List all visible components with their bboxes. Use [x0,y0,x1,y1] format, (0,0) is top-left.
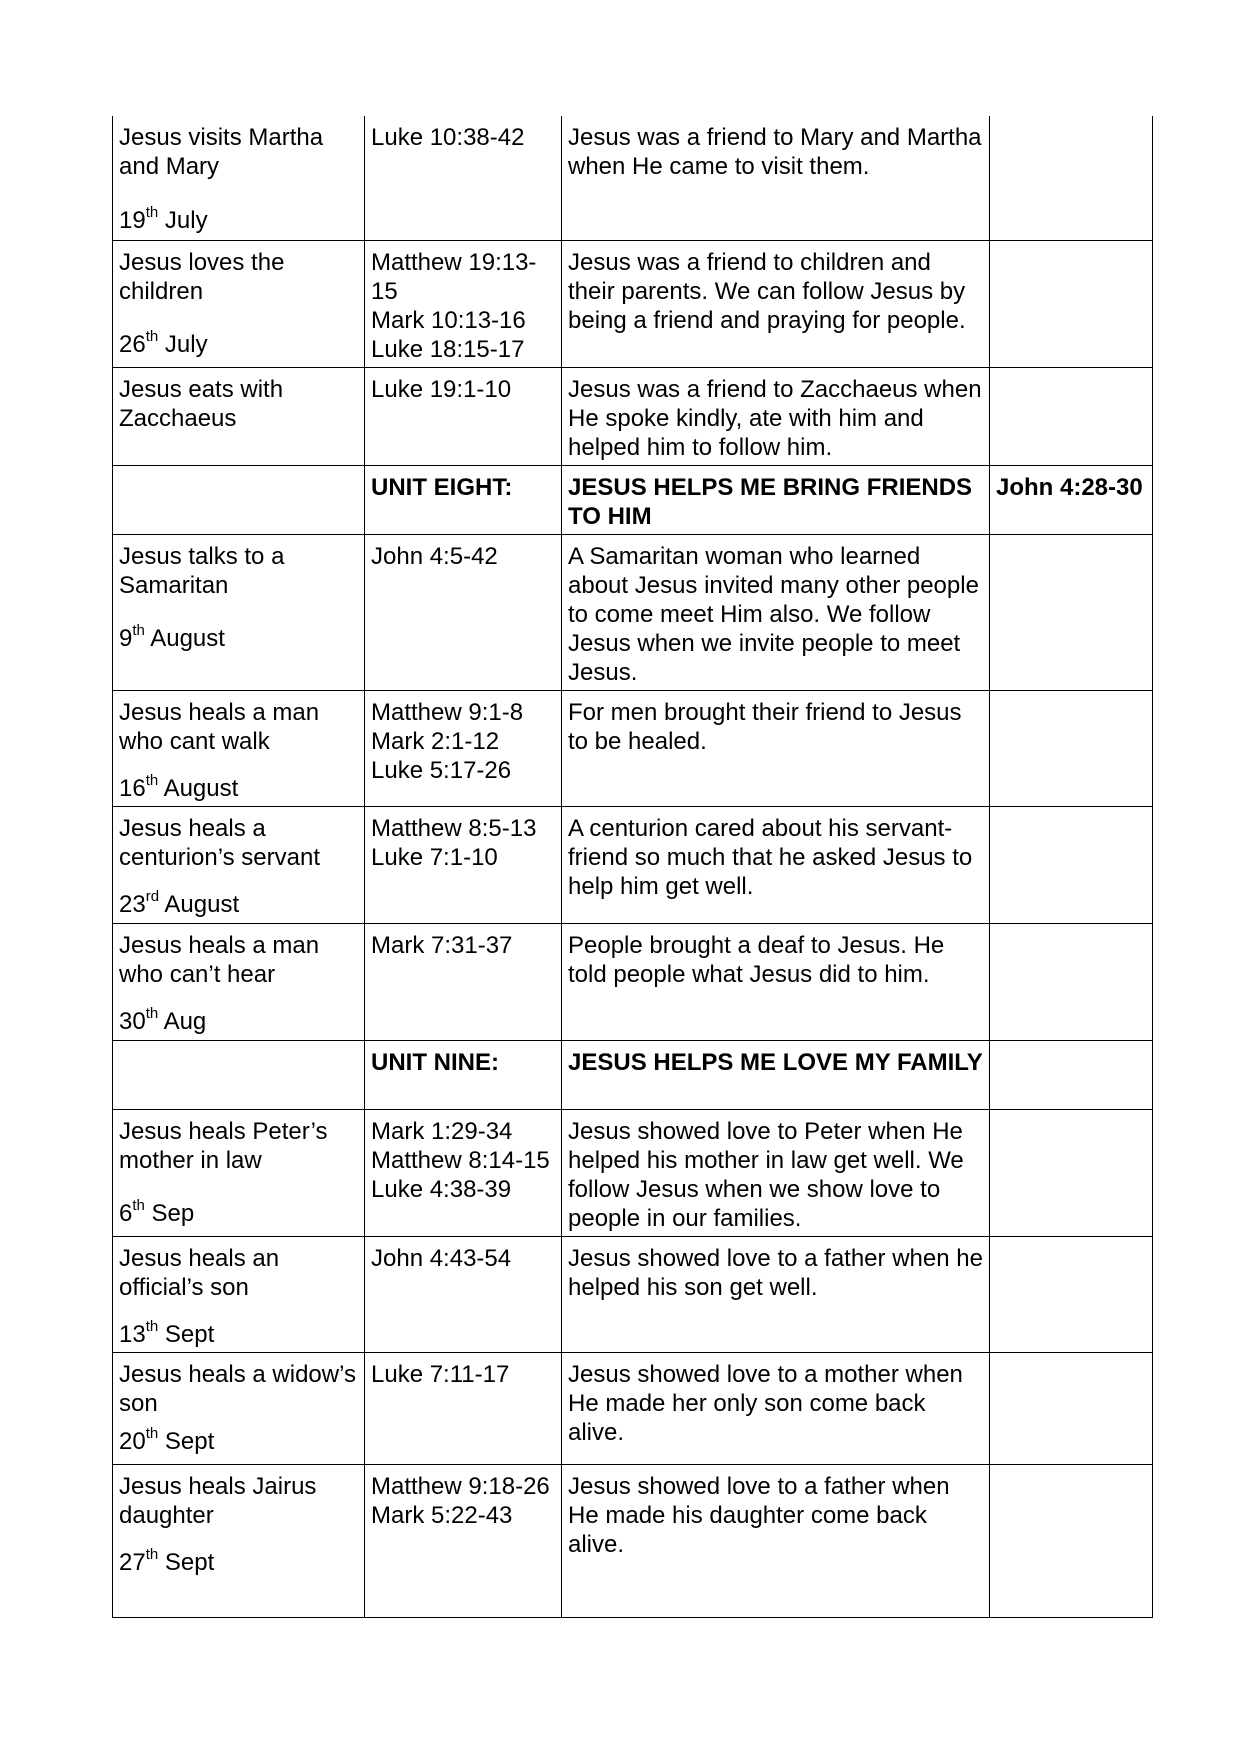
extra-cell [990,1236,1153,1352]
lesson-title: Jesus eats with Zacchaeus [119,375,284,432]
scripture-ref: Luke 5:17-26 [371,756,512,784]
table-row [113,1236,1153,1352]
lesson-cell [113,116,365,240]
unit-memory-verse: John 4:28-30 [990,465,1153,534]
unit-theme: JESUS HELPS ME LOVE MY FAMILY [562,1040,990,1109]
extra-cell [990,534,1153,690]
unit-theme: JESUS HELPS ME BRING FRIENDS TO HIM [562,465,990,534]
table-row [113,116,1153,240]
scripture-cell [365,1352,562,1464]
extra-cell [990,1109,1153,1236]
table-row [113,534,1153,690]
lesson-cell [113,1236,365,1352]
summary-cell: For men brought their friend to Jesus to be healed. [562,690,990,806]
table-row [113,923,1153,1040]
unit-memory-verse [990,1040,1153,1109]
extra-cell [990,367,1153,465]
scripture-ref: Mark 10:13-16 [371,306,526,334]
lesson-title: Jesus heals an official’s son [119,1244,280,1301]
lesson-title: Jesus heals Jairus daughter [119,1472,317,1529]
scripture-ref: Luke 10:38-42 [371,124,525,151]
scripture-ref: John 4:5-42 [371,542,498,570]
lesson-date: 9th August [119,621,225,652]
lesson-title: Jesus heals a widow’s son [119,1360,357,1417]
summary-cell: Jesus was a friend to children and their parents. We can follow Jesus by being a friend and praying for people. [562,240,990,367]
lesson-cell [113,1109,365,1236]
scripture-ref: Luke 7:11-17 [371,1360,510,1388]
table-row [113,690,1153,806]
lesson-date: 30th Aug [119,1004,207,1035]
lesson-cell [113,690,365,806]
table-row [113,367,1153,465]
scripture-ref: Mark 7:31-37 [371,931,513,959]
table-row [113,1109,1153,1236]
summary-cell: A Samaritan woman who learned about Jesus invited many other people to come meet Him also. We follow Jesus when we invite people to meet Jesus. [562,534,990,690]
lesson-title: Jesus talks to a Samaritan [119,542,285,599]
summary-cell: People brought a deaf to Jesus. He told people what Jesus did to him. [562,923,990,1040]
lesson-date: 26th July [119,327,208,358]
scripture-ref: Matthew 8:5-13 [371,814,537,842]
lesson-title: Jesus heals a man who can’t hear [119,931,320,988]
lesson-title: Jesus heals Peter’s mother in law [119,1117,328,1174]
table-row [113,1464,1153,1617]
lesson-cell [113,923,365,1040]
unit-empty-cell [113,465,365,534]
scripture-ref: Matthew 19:13-15 [371,248,537,305]
scripture-cell [365,1109,562,1236]
lesson-title: Jesus visits Martha and Mary [119,124,324,180]
lesson-cell [113,806,365,923]
scripture-cell [365,240,562,367]
lesson-date: 20th Sept [119,1424,215,1455]
scripture-cell [365,1464,562,1617]
lesson-date: 13th Sept [119,1317,215,1348]
scripture-ref: Mark 5:22-43 [371,1501,513,1529]
scripture-cell [365,690,562,806]
scripture-ref: John 4:43-54 [371,1244,512,1272]
extra-cell [990,690,1153,806]
summary-cell: Jesus showed love to a father when He made his daughter come back alive. [562,1464,990,1617]
lesson-date: 16th August [119,771,239,802]
extra-cell [990,116,1153,240]
summary-cell: Jesus showed love to a mother when He made her only son come back alive. [562,1352,990,1464]
extra-cell [990,1352,1153,1464]
lesson-date: 19th July [119,204,208,234]
lesson-date: 6th Sep [119,1196,195,1227]
unit-empty-cell [113,1040,365,1109]
extra-cell [990,240,1153,367]
summary-cell: Jesus was a friend to Mary and Martha when He came to visit them. [562,116,990,240]
scripture-ref: Matthew 9:1-8 [371,698,524,726]
scripture-cell [365,367,562,465]
summary-cell: A centurion cared about his servant-friend so much that he asked Jesus to help him get well. [562,806,990,923]
lesson-date: 27th Sept [119,1545,215,1576]
extra-cell [990,806,1153,923]
scripture-cell [365,116,562,240]
table-row [113,1352,1153,1464]
lesson-cell [113,1352,365,1464]
scripture-ref: Luke 7:1-10 [371,843,498,871]
table-row [113,240,1153,367]
scripture-ref: Luke 19:1-10 [371,375,512,403]
unit-label: UNIT EIGHT: [365,465,562,534]
table-row [113,806,1153,923]
lesson-table [112,116,1153,1618]
scripture-cell [365,923,562,1040]
lesson-title: Jesus loves the children [119,248,285,305]
lesson-cell [113,367,365,465]
scripture-ref: Matthew 9:18-26 [371,1472,550,1500]
lesson-title: Jesus heals a man who cant walk [119,698,320,755]
scripture-ref: Matthew 8:14-15 [371,1146,550,1174]
lesson-cell [113,1464,365,1617]
lesson-title: Jesus heals a centurion’s servant [119,814,320,871]
scripture-ref: Luke 4:38-39 [371,1175,512,1203]
scripture-ref: Luke 18:15-17 [371,335,525,363]
scripture-cell [365,534,562,690]
scripture-ref: Mark 2:1-12 [371,727,500,755]
scripture-cell [365,1236,562,1352]
summary-cell: Jesus showed love to Peter when He helped his mother in law get well. We follow Jesus when we show love to people in our families. [562,1109,990,1236]
summary-cell: Jesus was a friend to Zacchaeus when He spoke kindly, ate with him and helped him to follow him. [562,367,990,465]
scripture-ref: Mark 1:29-34 [371,1117,513,1145]
summary-cell: Jesus showed love to a father when he helped his son get well. [562,1236,990,1352]
unit-row [113,465,1153,534]
lesson-cell [113,534,365,690]
extra-cell [990,1464,1153,1617]
lesson-schedule [112,116,1152,1618]
scripture-cell [365,806,562,923]
extra-cell [990,923,1153,1040]
lesson-date: 23rd August [119,887,240,918]
unit-row [113,1040,1153,1109]
lesson-cell [113,240,365,367]
unit-label: UNIT NINE: [365,1040,562,1109]
